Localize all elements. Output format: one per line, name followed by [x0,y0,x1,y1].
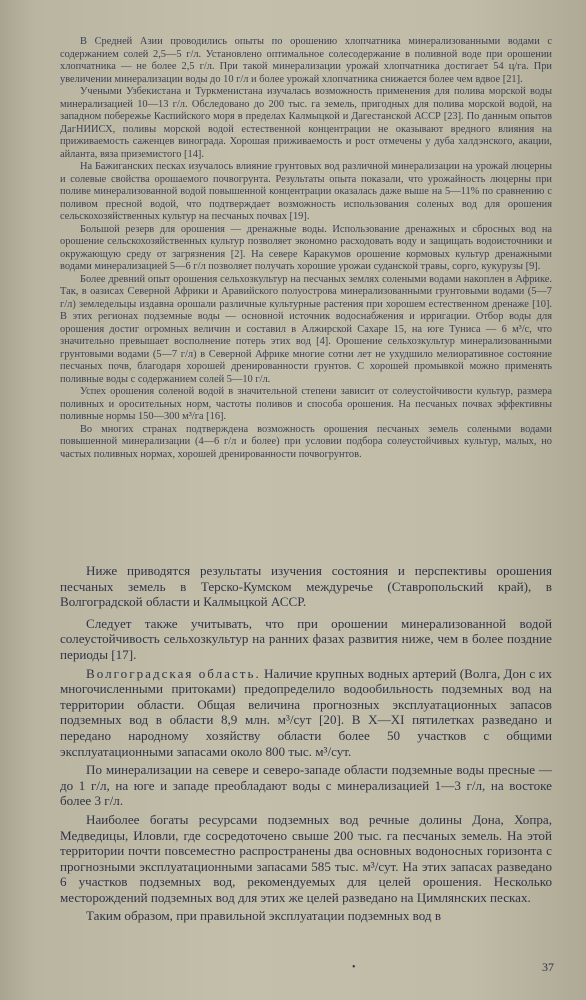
main-text-section [60,563,552,927]
paragraph-volgograd-text: Наличие крупных водных артерий (Волга, Дон с их многочисленными притоками) предопределило водообильность подземных вод на территории области. Общая величина прогнозных эксплуатационных запасов подземных вод в области 8,9 млн. м³/сут [20]. В X—XI пятилетках разведано и передано народному хозяйству области более 50 участков с общими эксплуатационными запасами около 800 тыс. м³/сут. [60,665,552,759]
paragraph-mineralization: По минерализации на севере и северо-западе области подземные воды пресные — до 1 г/л, на юге и западе преобладают воды с минерализацией 1—3 г/л, на востоке более 3 г/л. [60,762,552,809]
print-dot: • [352,962,356,973]
paragraph-sea-water: Учеными Узбекистана и Туркменистана изучалась возможность применения для полива морской воды минерализацией 10—13 г/л. Обследовано до 200 тыс. га земель, пригодных для полива морской водой, на западном побережье Каспийского моря в пределах Калмыцкой и Дагестанской АССР [23]. По данным опытов ДагНИИСХ, поливы морской водой естественной концентрации не оказывают вредного влияния на приживаемость саженцев винограда. Хорошая приживаемость и рост отмечены у дуба халдэнского, акации, айланта, вяза приземистого [14]. [60,86,552,160]
paragraph-africa: Более древний опыт орошения сельхозкультур на песчаных землях солеными водами накоплен в Африке. Так, в оазисах Северной Африки и Аравийского полуострова минерализованными грунтовыми водами (5—7 г/л) земледельцы издавна орошали различные культурные растения при хорошем естественном дренаже [10]. В этих регионах подземные воды — основной источник водоснабжения и ирригации. Отбор воды для орошения достиг огромных величин и составил в Алжирской Сахаре 15, на юге Туниса — 6 м³/с, что значительно превышает восполнение потерь этих вод [4]. Орошение сельхозкультур минерализованными грунтовыми водами (5—7 г/л) в Северной Африке многие сотни лет не ухудшило мелиоративное состояние песчаных почв, благодаря хорошей дренированности грунтов. С хорошей промывкой можно применять поливные воды с содержанием солей 5—10 г/л. [60,273,552,385]
paragraph-river-valleys: Наиболее богаты ресурсами подземных вод речные долины Дона, Хопра, Медведицы, Иловли, где сосредоточено свыше 200 тыс. га песчаных земель. На этой территории почти повсеместно распространены два основных водоносных горизонта с прогнозными эксплуатационными запасами 585 тыс. м³/сут. На этих запасах разведано 6 участков подземных вод, рекомендуемых для целей орошения. Несколько месторождений подземных вод для этих же целей разведано на Цимлянских песках. [60,811,552,905]
section-heading-volgograd: Волгоградская область. [86,665,261,681]
paragraph-success-factors: Успех орошения соленой водой в значительной степени зависит от солеустойчивости культур, размера поливных и оросительных норм, частоты поливов и способа орошения. На песчаных почвах эффективны поливные нормы 150—300 м³/га [16]. [60,386,552,422]
paragraph-results-intro: Ниже приводятся результаты изучения состояния и перспективы орошения песчаных земель в Терско-Кумском междуречье (Ставропольский край), в Волгоградской области и Калмыцкой АССР. [60,563,552,610]
paragraph-drainage-water: Большой резерв для орошения — дренажные воды. Использование дренажных и сбросных вод на орошение сельскохозяйственных культур позволяет экономно расходовать воду и защищать водоисточники и окружающую среду от загрязнения [2]. На севере Каракумов орошение кормовых культур дренажными водами минерализацией 5—6 г/л позволяет получать хорошие урожаи суданской травы, сорго, кукурузы [9]. [60,223,552,272]
small-print-section [60,36,552,461]
page-number: 37 [542,960,554,974]
paragraph-salt-tolerance: Следует также учитывать, что при орошении минерализованной водой солеустойчивость сельхозкультур на ранних фазах развития ниже, чем в более поздние периоды [17]. [60,615,552,662]
paragraph-many-countries: Во многих странах подтверждена возможность орошения песчаных земель солеными водами повышенной минерализации (4—6 г/л и более) при условии подбора солеустойчивых культур, малых, но частых поливных нормах, хорошей дренированности почвогрунтов. [60,423,552,460]
paragraph-conclusion-start: Таким образом, при правильной эксплуатации подземных вод в [86,908,442,924]
paragraph-bazhigan-sands: На Бажиганских песках изучалось влияние грунтовых вод различной минерализации на урожай люцерны и солевые свойства орошаемого почвогрунта. Результаты опыта показали, что урожайность люцерны при поливе минерализованной водой повышенной концентрации оказалась даже выше на 5—11% по сравнению с поливом пресной водой, что подтверждает возможность использования соленых вод для орошения сельскохозяйственных культур на песчаных почвах [19]. [60,161,552,222]
paragraph-uzbek-cotton: В Средней Азии проводились опыты по орошению хлопчатника минерализованными водами с содержанием солей 2,5—5 г/л. Установлено оптимальное солесодержание в поливной воде при орошении хлопчатника — не более 2,5 г/л. При такой минерализации урожай хлопчатника достигает 54 ц/га. При увеличении минерализации воды до 10 г/л и более урожай хлопчатника снижается более чем вдвое [21]. [60,36,552,85]
paragraph-volgograd [60,666,552,760]
